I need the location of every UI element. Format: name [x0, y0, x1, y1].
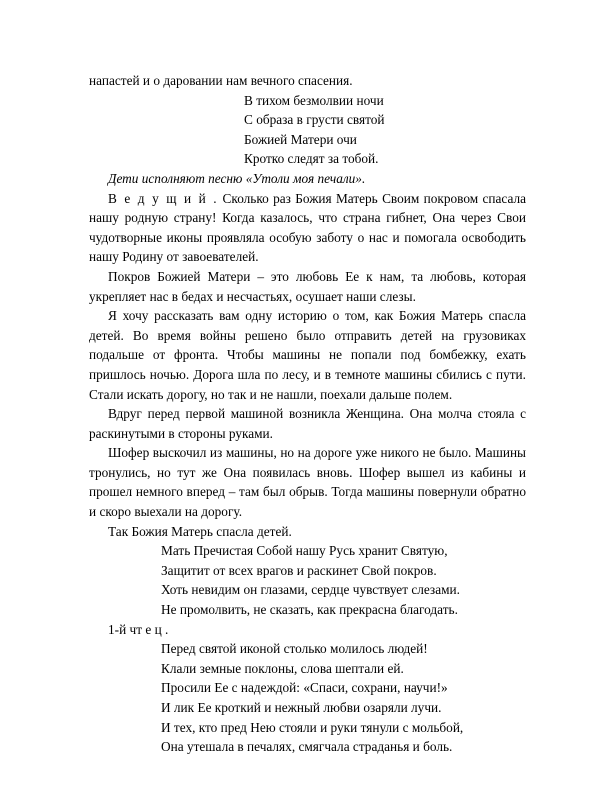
opening-line: напастей и о даровании нам вечного спасения. [89, 73, 353, 88]
stage-direction: Дети исполняют песню «Утоли моя печали». [108, 170, 366, 186]
paragraph: Вдруг перед первой машиной возникла Женщина. Она молча стояла с раскинутыми в стороны руками. [89, 406, 526, 441]
poem-2 [89, 541, 526, 619]
paragraph: Покров Божией Матери – это любовь Ее к нам, та любовь, которая укрепляет нас в бедах и несчастьях, осушает наши слезы. [89, 268, 526, 304]
reader-label: 1-й чт е ц . [108, 621, 169, 637]
paragraph: Я хочу рассказать вам одну историю о том, как Божия Матерь спасла детей. Во время войны решено было отправить детей на грузовиках подальше от фронта. Чтобы машины не попали под бомбежку, ехать пришлось ночью. Дорога шла по лесу, и в темноте машины сбились с пути. Стали искать дорогу, но так и не нашли, поехали дальше полем. [89, 308, 526, 402]
paragraph: Шофер выскочил из машины, но на дороге уже никого не было. Машины тронулись, но тут же Она появилась вновь. Шофер вышел из кабины и прошел немного вперед – там был обрыв. Тогда машины повернули обратно и скоро выехали на дорогу. [89, 445, 526, 520]
poem-3-line: Она утешала в печалях, смягчала страданья и боль. [161, 739, 453, 755]
poem-1-line: Кротко следят за тобой. [244, 151, 379, 167]
poem-2-line: Мать Пречистая Собой нашу Русь хранит Святую, [161, 543, 448, 559]
poem-1-line: С образа в грусти святой [244, 112, 385, 128]
speaker-label: В е д у щ и й . [108, 190, 219, 206]
poem-1-line: Божией Матери очи [244, 131, 357, 147]
paragraph-host [89, 189, 526, 267]
poem-1-line: В тихом безмолвии ночи [244, 92, 384, 108]
poem-3-line: Просили Ее с надеждой: «Спаси, сохрани, научи!» [161, 680, 448, 696]
poem-2-line: Хоть невидим он глазами, сердце чувствует слезами. [161, 582, 460, 598]
poem-3-line: Перед святой иконой столько молилось людей! [161, 641, 428, 657]
poem-3-line: И лик Ее кроткий и нежный любви озаряли лучи. [161, 700, 442, 715]
poem-3-line: Клали земные поклоны, слова шептали ей. [161, 660, 404, 676]
paragraph: Так Божия Матерь спасла детей. [108, 523, 292, 539]
poem-1 [89, 91, 526, 169]
poem-3-line: И тех, кто пред Нею стояли и руки тянули с мольбой, [161, 719, 464, 735]
page-content [89, 71, 526, 757]
poem-2-line: Не промолвить, не сказать, как прекрасна благодать. [161, 602, 458, 618]
paragraph-text: Сколько раз Божия Матерь Своим покровом спасала нашу родную страну! Когда казалось, что страна гибнет, Она через Свои чудотворные иконы проявляла особую заботу о нас и помогала освободить нашу Родину от завоевателей. [89, 190, 526, 265]
poem-3 [89, 639, 526, 757]
poem-2-line: Защитит от всех врагов и раскинет Свой покров. [161, 562, 437, 578]
